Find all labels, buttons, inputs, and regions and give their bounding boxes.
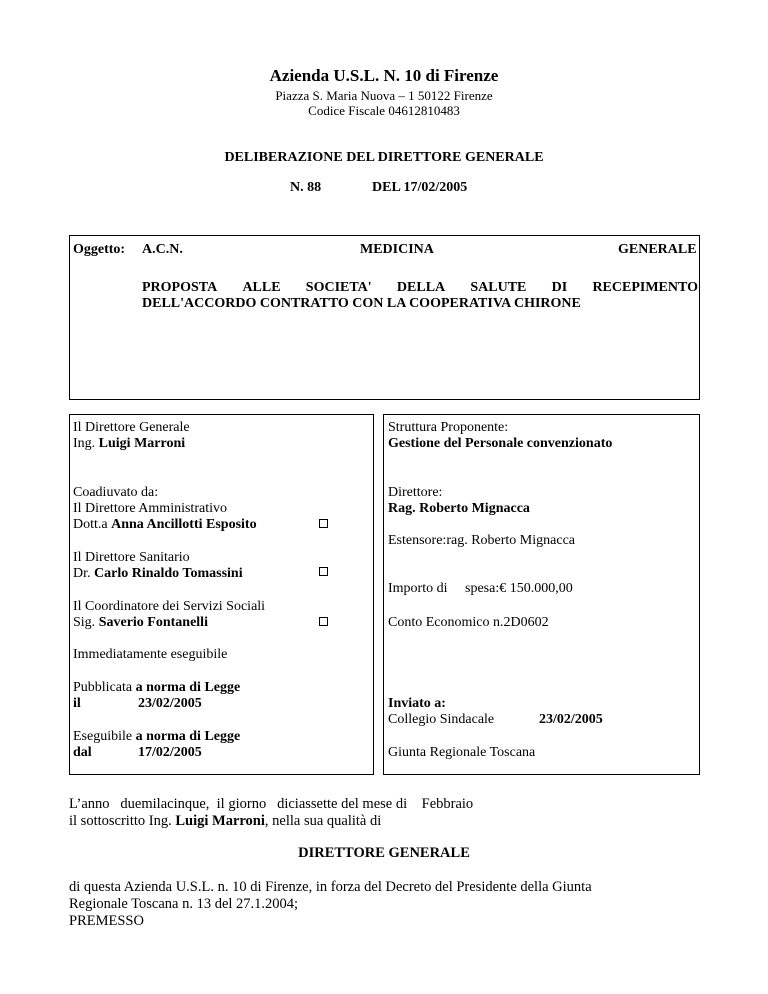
- amount-value: spesa:€ 150.000,00: [465, 581, 573, 596]
- deliberation-date: DEL 17/02/2005: [372, 180, 468, 195]
- executable-line: Eseguibile a norma di Legge: [73, 729, 241, 744]
- organization-address: Piazza S. Maria Nuova – 1 50122 Firenze: [275, 88, 493, 103]
- general-director-name: Ing. Luigi Marroni: [73, 436, 186, 451]
- subject-line-2: [142, 279, 698, 296]
- executable-dal: dal: [73, 745, 92, 760]
- health-director-role: Il Direttore Sanitario: [73, 550, 190, 565]
- subject-word: RECEPIMENTO: [592, 280, 698, 295]
- subject-word: ALLE: [242, 280, 281, 295]
- admin-director-name: Dott.a Anna Ancillotti Esposito: [73, 517, 257, 532]
- signatories-box: [69, 414, 374, 775]
- structure-label: Struttura Proponente:: [388, 420, 509, 435]
- amount-label: Importo di: [388, 581, 448, 596]
- general-director-role: Il Direttore Generale: [73, 420, 190, 435]
- assisted-by-label: Coadiuvato da:: [73, 485, 159, 500]
- tax-code: Codice Fiscale 04612810483: [308, 103, 460, 118]
- executable-date: 17/02/2005: [138, 745, 202, 760]
- role-heading: DIRETTORE GENERALE: [298, 845, 470, 861]
- deliberation-number: N. 88: [290, 180, 322, 195]
- published-line: Pubblicata a norma di Legge: [73, 680, 241, 695]
- subject-word: DI: [551, 280, 568, 295]
- admin-director-checkbox[interactable]: [319, 519, 328, 528]
- account: Conto Economico n.2D0602: [388, 615, 549, 630]
- premesso: PREMESSO: [69, 913, 144, 929]
- social-coordinator-name: Sig. Saverio Fontanelli: [73, 615, 208, 630]
- subject-generale: GENERALE: [618, 242, 697, 257]
- director-name: Rag. Roberto Mignacca: [388, 501, 530, 516]
- social-coordinator-role: Il Coordinatore dei Servizi Sociali: [73, 599, 266, 614]
- subject-medicina: MEDICINA: [360, 242, 434, 257]
- drafter: Estensore:rag. Roberto Mignacca: [388, 533, 575, 548]
- subject-word: DELLA: [396, 280, 446, 295]
- subject-word: SALUTE: [470, 280, 527, 295]
- subject-word: PROPOSTA: [142, 280, 218, 295]
- social-coordinator-checkbox[interactable]: [319, 617, 328, 626]
- subject-word: SOCIETA': [305, 280, 372, 295]
- health-director-checkbox[interactable]: [319, 567, 328, 576]
- admin-director-role: Il Direttore Amministrativo: [73, 501, 227, 516]
- body-line-1: L’anno duemilacinque, il giorno diciassette del mese di Febbraio: [69, 796, 474, 812]
- structure-name: Gestione del Personale convenzionato: [388, 436, 613, 451]
- director-label: Direttore:: [388, 485, 443, 500]
- published-il: il: [73, 696, 81, 711]
- body-paragraph-line-2: Regionale Toscana n. 13 del 27.1.2004;: [69, 896, 299, 912]
- sent-to-board-date: 23/02/2005: [539, 712, 603, 727]
- subject-acn: A.C.N.: [142, 242, 183, 257]
- organization-title: Azienda U.S.L. N. 10 di Firenze: [269, 66, 499, 85]
- sent-to-board: Collegio Sindacale: [388, 712, 495, 727]
- published-date: 23/02/2005: [138, 696, 202, 711]
- sent-to-label: Inviato a:: [388, 696, 446, 711]
- subject-box: [69, 235, 700, 400]
- health-director-name: Dr. Carlo Rinaldo Tomassini: [73, 566, 243, 581]
- deliberation-heading: DELIBERAZIONE DEL DIRETTORE GENERALE: [224, 150, 544, 165]
- immediately-executable: Immediatamente eseguibile: [73, 647, 228, 662]
- body-line-2: il sottoscritto Ing. Luigi Marroni, nella sua qualità di: [69, 813, 382, 829]
- subject-label: Oggetto:: [73, 242, 126, 257]
- body-paragraph-line-1: di questa Azienda U.S.L. n. 10 di Firenze, in forza del Decreto del Presidente della Giunta: [69, 879, 592, 895]
- sent-to-regional-council: Giunta Regionale Toscana: [388, 745, 536, 760]
- subject-line-3: DELL'ACCORDO CONTRATTO CON LA COOPERATIVA CHIRONE: [142, 296, 581, 311]
